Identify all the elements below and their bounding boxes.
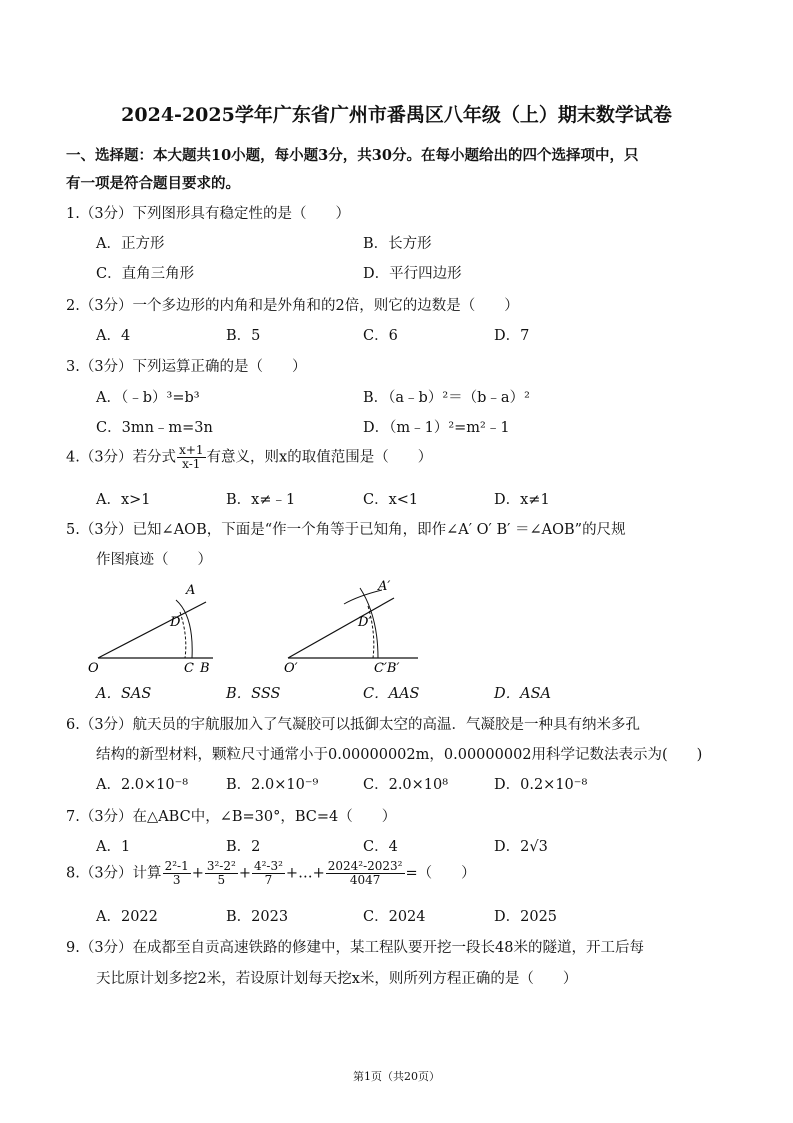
q3-option-d: D．（m﹣1）²=m²﹣1: [363, 420, 510, 436]
question-5-line2: 作图痕迹（ ）: [96, 552, 212, 568]
question-4-stem: [66, 444, 432, 471]
question-5-line1: 5.（3分）已知∠AOB，下面是“作一个角等于已知角，即作∠A′ O′ B′ ＝∠AOB”的尺规: [66, 522, 626, 538]
q5-option-a: A．SAS: [96, 686, 152, 702]
section-heading-line2: 有一项是符合题目要求的。: [66, 175, 240, 192]
q3-option-c: C．3mn﹣m=3n: [96, 420, 213, 436]
q2-option-d: D．7: [494, 328, 530, 344]
q8-f2-numerator: 3²-2²: [206, 859, 236, 873]
label-a: A: [186, 583, 196, 598]
label-c: C: [184, 661, 194, 676]
q2-option-a: A．4: [96, 328, 131, 344]
q4-fraction-numerator: x+1: [179, 443, 204, 457]
q7-option-d: D．2√3: [494, 839, 548, 855]
question-6-line2: 结构的新型材料，颗粒尺寸通常小于0.00000002m，0.00000002用科学记数法表示为( ): [96, 747, 703, 763]
q6-option-d: D．0.2×10⁻⁸: [494, 777, 588, 793]
q4-fraction: [177, 444, 205, 471]
label-a-prime: A′: [378, 579, 391, 594]
q8-f1-numerator: 2²-1: [164, 859, 189, 873]
section-heading-line1: 一、选择题：本大题共10小题，每小题3分，共30分。在每小题给出的四个选择项中，只: [66, 147, 639, 164]
label-d: D: [170, 615, 181, 630]
q4-fraction-denominator: x-1: [182, 457, 201, 471]
q8-ellipsis: +…+: [285, 865, 325, 882]
q8-fraction-2: [205, 860, 238, 887]
q1-option-d: D．平行四边形: [363, 266, 462, 282]
label-o: O: [88, 661, 99, 676]
q8-prefix: 8.（3分）计算: [66, 865, 162, 882]
q8-option-b: B．2023: [226, 909, 289, 925]
q8-fraction-3: [252, 860, 285, 887]
q6-option-c: C．2.0×10⁸: [363, 777, 449, 793]
q8-suffix: =（ ）: [405, 865, 476, 882]
q4-suffix: 有意义，则x的取值范围是（ ）: [206, 449, 433, 466]
q8-option-d: D．2025: [494, 909, 558, 925]
q7-option-c: C．4: [363, 839, 398, 855]
label-c-prime-b-prime: C′B′: [374, 661, 400, 676]
q7-option-a: A．1: [96, 839, 131, 855]
q8-option-c: C．2024: [363, 909, 426, 925]
q4-option-b: B．x≠﹣1: [226, 492, 296, 508]
label-b: B: [200, 661, 210, 676]
q5-option-d: D．ASA: [494, 686, 552, 702]
q5-option-c: C．AAS: [363, 686, 420, 702]
page-title: 2024-2025学年广东省广州市番禺区八年级（上）期末数学试卷: [121, 104, 672, 126]
q4-option-c: C．x<1: [363, 492, 419, 508]
q8-option-a: A．2022: [96, 909, 158, 925]
q4-prefix: 4.（3分）若分式: [66, 449, 177, 466]
q8-f4-denominator: 4047: [349, 873, 381, 887]
page-footer: 第1页（共20页）: [353, 1070, 440, 1083]
q8-fraction-1: [163, 860, 191, 887]
question-9-line1: 9.（3分）在成都至自贡高速铁路的修建中，某工程队要开挖一段长48米的隧道，开工后每: [66, 940, 645, 956]
q8-f3-denominator: 7: [264, 873, 273, 887]
q5-option-b: B．SSS: [226, 686, 281, 702]
question-3-stem: 3.（3分）下列运算正确的是（ ）: [66, 359, 307, 375]
q1-option-b: B．长方形: [363, 236, 432, 252]
q2-option-b: B．5: [226, 328, 261, 344]
q1-option-a: A．正方形: [96, 236, 165, 252]
q4-option-a: A．x>1: [96, 492, 151, 508]
q1-option-c: C．直角三角形: [96, 266, 195, 282]
q3-option-a: A．（﹣b）³=b³: [96, 390, 200, 406]
q5-figure-constructed-angle: [284, 579, 418, 676]
q8-fraction-4: [326, 860, 405, 887]
q3-option-b: B．（a﹣b）²＝（b﹣a）²: [363, 390, 530, 406]
question-8-stem: 8.（3分）计算 $\frac{\text{2²-1}}{3}$ + $\frac{\text{3²-2²}}{5}$ + $\frac{\text{4²-3²}}{7}$ +…+ $\frac{\text{2024²-2023²}}{4047}$ =（ ）: [66, 859, 476, 887]
q2-option-c: C．6: [363, 328, 398, 344]
q8-f2-denominator: 5: [217, 873, 226, 887]
q5-construction-figures: [88, 576, 628, 676]
label-o-prime: O′: [284, 661, 298, 676]
q6-option-a: A．2.0×10⁻⁸: [96, 777, 189, 793]
q7-option-b: B．2: [226, 839, 261, 855]
q4-option-d: D．x≠1: [494, 492, 550, 508]
question-9-line2: 天比原计划多挖2米，若设原计划每天挖x米，则所列方程正确的是（ ）: [96, 971, 578, 987]
question-1-stem: 1.（3分）下列图形具有稳定性的是（ ）: [66, 206, 351, 222]
q5-figure-original-angle: [88, 583, 213, 676]
q8-f4-numerator: 2024²-2023²: [327, 859, 403, 873]
q8-f3-numerator: 4²-3²: [253, 859, 283, 873]
q6-option-b: B．2.0×10⁻⁹: [226, 777, 319, 793]
q8-f1-denominator: 3: [172, 873, 181, 887]
label-d-prime: D′: [358, 615, 372, 630]
question-2-stem: 2.（3分）一个多边形的内角和是外角和的2倍，则它的边数是（ ）: [66, 298, 519, 314]
question-7-stem: 7.（3分）在△ABC中，∠B=30°，BC=4（ ）: [66, 809, 397, 825]
question-6-line1: 6.（3分）航天员的宇航服加入了气凝胶可以抵御太空的高温．气凝胶是一种具有纳米多孔: [66, 717, 641, 733]
